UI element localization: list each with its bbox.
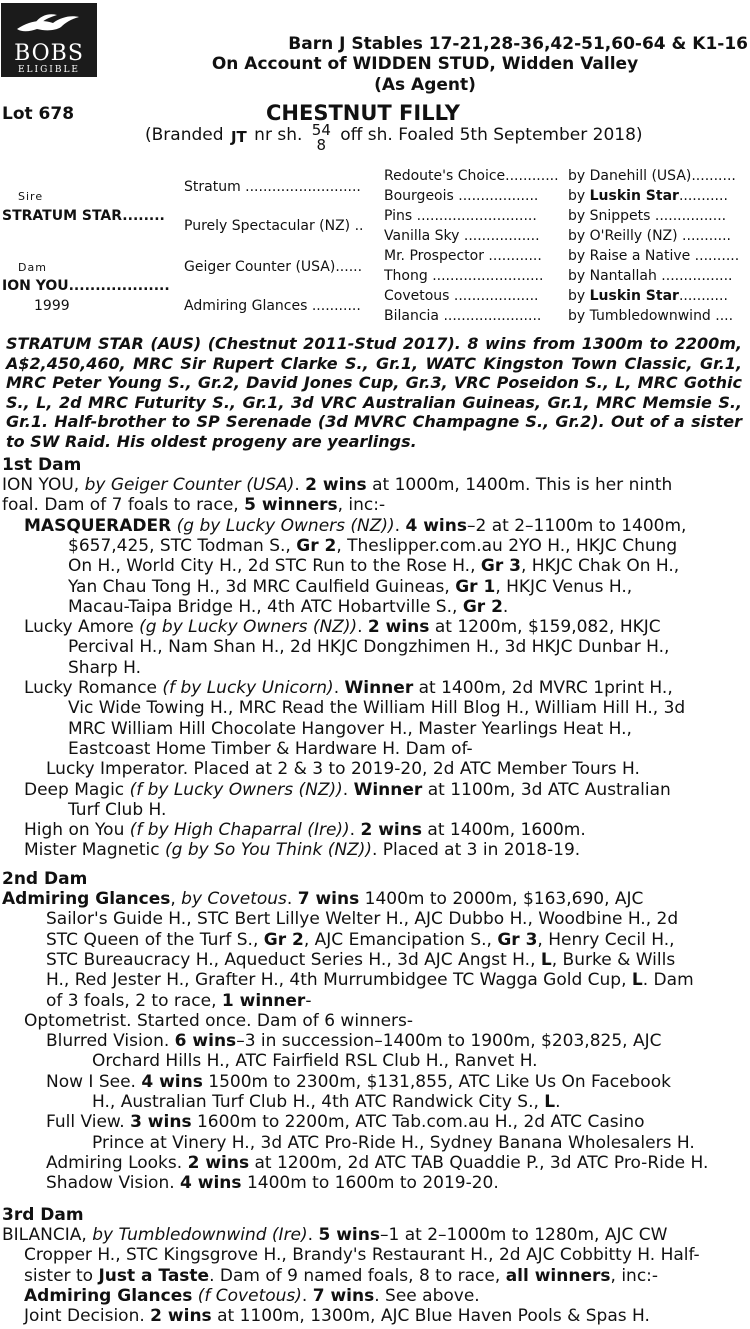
pedigree-ancestor: Thong ......................... xyxy=(384,268,544,284)
text-line: Vic Wide Towing H., MRC Read the William Hill Blog H., William Hill H., 3d xyxy=(68,698,686,719)
granddam-dam-side: Admiring Glances ........... xyxy=(184,298,361,314)
sire-summary: STRATUM STAR (AUS) (Chestnut 2011-Stud 2017). 8 wins from 1300m to 2200m, A$2,450,460, MRC Sir Rupert Clarke S., Gr.1, WATC Kingston Town Classic, Gr.1, MRC Peter Young S., Gr.2, David Jones Cup, Gr.3, VRC Poseidon S., L, MRC Gothic S., L, 2d MRC Futurity S., Gr.1, 3d VRC Australian Guineas, Gr.1, MRC Memsie S., Gr.1. Half-brother to SP Serenade (3d MVRC Champagne S., Gr.2). Out of a sister to SW Raid. His oldest progeny are yearlings. xyxy=(6,334,742,451)
text-line: Eastcoast Home Timber & Hardware H. Dam of- xyxy=(68,738,473,759)
pedigree-ancestor-sire: by Luskin Star........... xyxy=(568,188,728,204)
pedigree-ancestor: Pins ........................... xyxy=(384,208,537,224)
lot-number: Lot 678 xyxy=(2,104,75,124)
text-line: Full View. 3 wins 1600m to 2200m, ATC Tab.com.au H., 2d ATC Casino xyxy=(46,1112,645,1133)
text-line: Turf Club H. xyxy=(68,799,167,820)
horse-description: CHESTNUT FILLY xyxy=(266,101,460,125)
second-dam-heading: 2nd Dam xyxy=(2,869,88,889)
brand-mark: JT xyxy=(230,128,247,146)
pedigree-ancestor: Vanilla Sky ................. xyxy=(384,228,540,244)
logo-subtitle: ELIGIBLE xyxy=(17,65,80,75)
dam-year: 1999 xyxy=(34,298,70,314)
text-line: sister to Just a Taste. Dam of 9 named foals, 8 to race, all winners, inc:- xyxy=(24,1265,659,1286)
brand-bottom: 8 xyxy=(316,136,327,154)
brand-line xyxy=(145,123,643,153)
pedigree-ancestor-sire: by Snippets ................ xyxy=(568,208,727,224)
text-line: High on You (f by High Chaparral (Ire)). 2 wins at 1400m, 1600m. xyxy=(24,820,586,841)
brand-suffix: off sh. Foaled 5th September 2018) xyxy=(340,125,643,145)
text-line: foal. Dam of 7 foals to race, 5 winners, inc:- xyxy=(2,495,386,516)
pedigree-ancestor-sire: by O'Reilly (NZ) ........... xyxy=(568,228,731,244)
text-line: Shadow Vision. 4 wins 1400m to 1600m to 2019-20. xyxy=(46,1173,499,1194)
brand-prefix: (Branded xyxy=(145,125,224,145)
text-line: Percival H., Nam Shan H., 2d HKJC Dongzhimen H., 3d HKJC Dunbar H., xyxy=(68,637,670,658)
logo-name: BOBS xyxy=(14,41,84,66)
text-line: Sharp H. xyxy=(68,657,142,678)
text-line: Lucky Imperator. Placed at 2 & 3 to 2019-20, 2d ATC Member Tours H. xyxy=(46,759,640,780)
sire-label: Sire xyxy=(18,190,44,203)
text-line: Now I See. 4 wins 1500m to 2300m, $131,855, ATC Like Us On Facebook xyxy=(46,1071,671,1092)
text-line: BILANCIA, by Tumbledownwind (Ire). 5 wins–1 at 2–1000m to 1280m, AJC CW xyxy=(2,1225,668,1245)
pedigree-ancestor: Bourgeois .................. xyxy=(384,188,539,204)
brand-nearside: nr sh. xyxy=(254,125,303,145)
damsire: Geiger Counter (USA)...... xyxy=(184,259,363,275)
text-line: of 3 foals, 2 to race, 1 winner- xyxy=(46,990,312,1011)
pedigree-ancestor-sire: by Danehill (USA).......... xyxy=(568,168,736,184)
text-line: Lucky Romance (f by Lucky Unicorn). Winner at 1400m, 2d MVRC 1print H., xyxy=(24,678,673,698)
pedigree-ancestor: Redoute's Choice............ xyxy=(384,168,559,184)
pedigree-ancestor-sire: by Raise a Native .......... xyxy=(568,248,740,264)
dam-name: ION YOU................... xyxy=(2,278,170,294)
barn-info: Barn J Stables 17-21,28-36,42-51,60-64 & K1-16 xyxy=(288,34,748,54)
text-line: Sailor's Guide H., STC Bert Lillye Welter H., AJC Dubbo H., Woodbine H., 2d xyxy=(46,909,679,930)
text-line: Mister Magnetic (g by So You Think (NZ)). Placed at 3 in 2018-19. xyxy=(24,840,581,861)
bobs-eligible-logo xyxy=(1,3,97,77)
pedigree-ancestor-sire: by Tumbledownwind .... xyxy=(568,308,734,324)
text-line: H., Red Jester H., Grafter H., 4th Murrumbidgee TC Wagga Gold Cup, L. Dam xyxy=(46,970,694,991)
text-line: On H., World City H., 2d STC Run to the Rose H., Gr 3, HKJC Chak On H., xyxy=(68,556,680,577)
text-line: MASQUERADER (g by Lucky Owners (NZ)). 4 wins–2 at 2–1100m to 1400m, xyxy=(24,515,687,536)
text-line: STC Bureaucracy H., Aqueduct Series H., 3d AJC Angst H., L, Burke & Wills xyxy=(46,949,676,970)
text-line: H., Australian Turf Club H., 4th ATC Randwick City S., L. xyxy=(92,1092,561,1112)
sire-name: STRATUM STAR........ xyxy=(2,208,165,224)
text-line: Lucky Amore (g by Lucky Owners (NZ)). 2 wins at 1200m, $159,082, HKJC xyxy=(24,617,661,638)
text-line: Yan Chau Tong H., 3d MRC Caulfield Guineas, Gr 1, HKJC Venus H., xyxy=(68,576,633,597)
dam-label: Dam xyxy=(18,261,47,274)
text-line: Deep Magic (f by Lucky Owners (NZ)). Winner at 1100m, 3d ATC Australian xyxy=(24,779,671,800)
brand-top: 54 xyxy=(311,121,331,139)
first-dam-heading: 1st Dam xyxy=(2,455,82,475)
text-line: Admiring Glances (f Covetous). 7 wins. See above. xyxy=(24,1285,480,1306)
pedigree-ancestor: Mr. Prospector ............ xyxy=(384,248,542,264)
pedigree-ancestor: Bilancia ...................... xyxy=(384,308,542,324)
text-line: STC Queen of the Turf S., Gr 2, AJC Emancipation S., Gr 3, Henry Cecil H., xyxy=(46,929,675,950)
text-line: $657,425, STC Todman S., Gr 2, Theslipper.com.au 2YO H., HKJC Chung xyxy=(68,535,678,556)
text-line: Macau-Taipa Bridge H., 4th ATC Hobartville S., Gr 2. xyxy=(68,596,509,617)
third-dam-heading: 3rd Dam xyxy=(2,1205,84,1225)
pedigree-ancestor-sire: by Nantallah ................ xyxy=(568,268,733,284)
bird-icon xyxy=(15,9,81,37)
pedigree-ancestor: Covetous ................... xyxy=(384,288,539,304)
grandsire: Stratum .......................... xyxy=(184,179,361,195)
text-line: Admiring Looks. 2 wins at 1200m, 2d ATC TAB Quaddie P., 3d ATC Pro-Ride H. xyxy=(46,1152,709,1173)
text-line: Optometrist. Started once. Dam of 6 winners- xyxy=(24,1010,414,1031)
text-line: Prince at Vinery H., 3d ATC Pro-Ride H., Sydney Banana Wholesalers H. xyxy=(92,1132,695,1153)
text-line: MRC William Hill Chocolate Hangover H., Master Yearlings Heat H., xyxy=(68,718,632,739)
text-line: Admiring Glances, by Covetous. 7 wins 1400m to 2000m, $163,690, AJC xyxy=(2,889,644,909)
agent-info: (As Agent) xyxy=(374,75,476,95)
vendor-info: On Account of WIDDEN STUD, Widden Valley xyxy=(211,54,639,74)
text-line: Cropper H., STC Kingsgrove H., Brandy's Restaurant H., 2d AJC Cobbitty H. Half- xyxy=(24,1245,700,1266)
text-line: ION YOU, by Geiger Counter (USA). 2 wins at 1000m, 1400m. This is her ninth xyxy=(2,475,673,495)
text-line: Orchard Hills H., ATC Fairfield RSL Club H., Ranvet H. xyxy=(92,1051,538,1072)
granddam-sire-side: Purely Spectacular (NZ) .. xyxy=(184,218,364,234)
text-line: Joint Decision. 2 wins at 1100m, 1300m, AJC Blue Haven Pools & Spas H. xyxy=(24,1306,650,1327)
pedigree-ancestor-sire: by Luskin Star........... xyxy=(568,288,728,304)
text-line: Blurred Vision. 6 wins–3 in succession–1400m to 1900m, $203,825, AJC xyxy=(46,1031,662,1052)
brand-offside-number xyxy=(312,123,331,153)
